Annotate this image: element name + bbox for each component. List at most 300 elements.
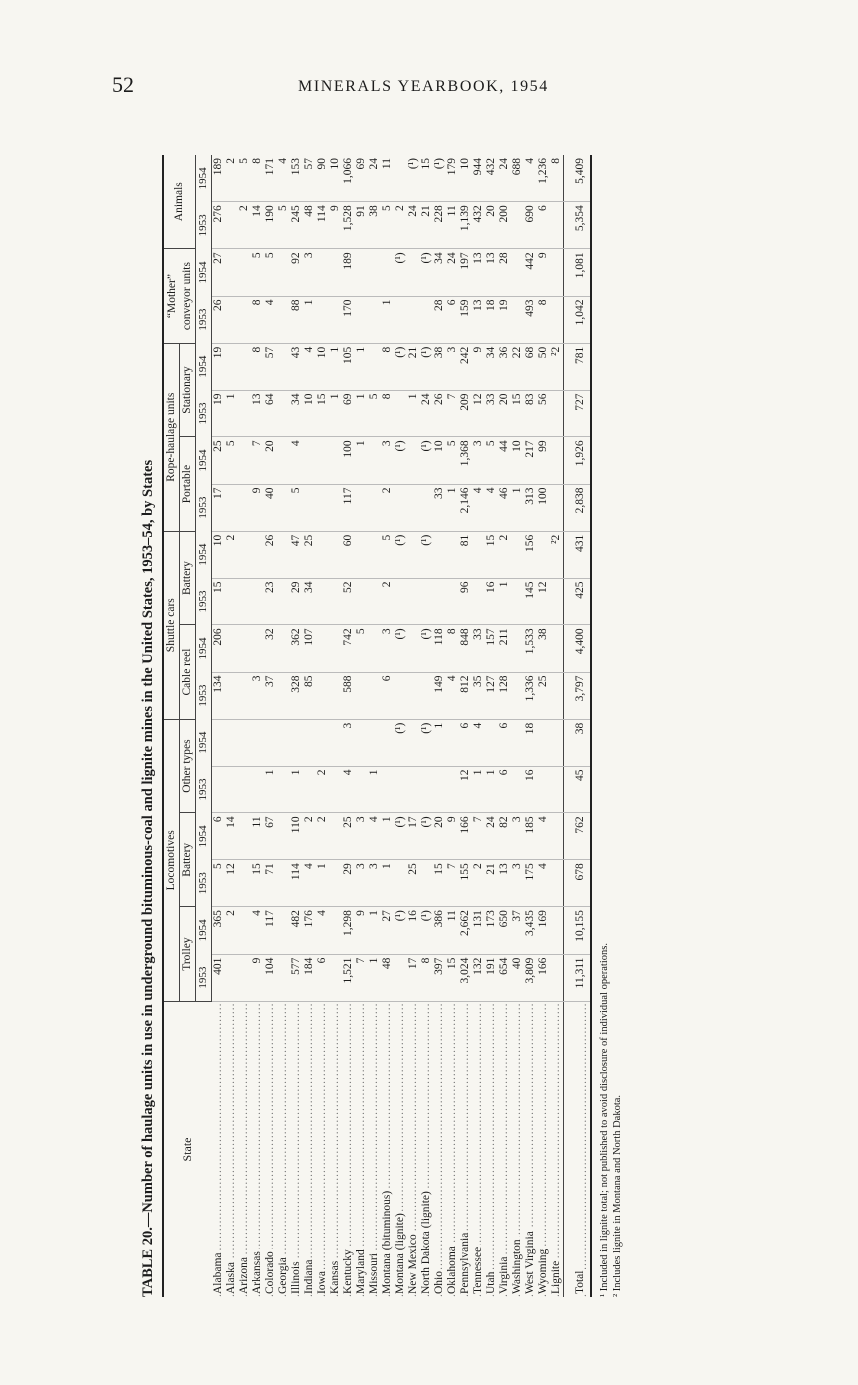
value-cell: 185 bbox=[524, 813, 537, 860]
value-cell: 1,042 bbox=[564, 296, 592, 343]
value-cell bbox=[511, 625, 524, 672]
value-cell: 13 bbox=[472, 296, 485, 343]
value-cell: 16 bbox=[407, 907, 420, 954]
value-cell: 1 bbox=[381, 296, 394, 343]
value-cell: 5 bbox=[368, 390, 381, 437]
value-cell: 21 bbox=[420, 202, 433, 249]
table-row bbox=[368, 155, 381, 1297]
value-cell bbox=[238, 860, 251, 907]
value-cell: 13 bbox=[498, 860, 511, 907]
value-cell: 493 bbox=[524, 296, 537, 343]
state-name: Wyoming bbox=[537, 1248, 549, 1294]
value-cell: 4 bbox=[485, 484, 498, 531]
value-cell: 6 bbox=[498, 719, 511, 766]
value-cell bbox=[420, 296, 433, 343]
value-cell: 171 bbox=[264, 155, 277, 202]
table-row bbox=[524, 155, 537, 1297]
value-cell: 5 bbox=[238, 155, 251, 202]
value-cell: 19 bbox=[212, 390, 226, 437]
value-cell bbox=[238, 625, 251, 672]
value-cell: 7 bbox=[251, 437, 264, 484]
year-header: 1954 bbox=[196, 719, 212, 766]
value-cell: 2,838 bbox=[564, 484, 592, 531]
state-cell bbox=[511, 1002, 524, 1297]
value-cell bbox=[225, 343, 238, 390]
value-cell: 211 bbox=[498, 625, 511, 672]
value-cell: 8 bbox=[550, 155, 564, 202]
value-cell: 11 bbox=[446, 202, 459, 249]
value-cell: 13 bbox=[251, 390, 264, 437]
value-cell: 134 bbox=[212, 672, 226, 719]
year-header: 1953 bbox=[196, 860, 212, 907]
value-cell: 24 bbox=[368, 155, 381, 202]
value-cell: 5 bbox=[485, 437, 498, 484]
value-cell: 9 bbox=[446, 813, 459, 860]
table-row bbox=[394, 155, 407, 1297]
value-cell: 33 bbox=[433, 484, 446, 531]
value-cell: 15 bbox=[420, 155, 433, 202]
value-cell bbox=[368, 719, 381, 766]
state-cell bbox=[498, 1002, 511, 1297]
value-cell: 1 bbox=[485, 766, 498, 813]
value-cell: 4 bbox=[537, 860, 550, 907]
footnote-1: ¹ Included in lignite total; not published to avoid disclosure of individual operations. bbox=[599, 943, 610, 1297]
state-cell bbox=[459, 1002, 472, 1297]
value-cell bbox=[238, 531, 251, 578]
value-cell: 34 bbox=[290, 390, 303, 437]
value-cell: 37 bbox=[264, 672, 277, 719]
value-cell: 812 bbox=[459, 672, 472, 719]
state-cell bbox=[303, 1002, 316, 1297]
value-cell: 2 bbox=[225, 907, 238, 954]
table-row bbox=[511, 155, 524, 1297]
value-cell: 32 bbox=[264, 625, 277, 672]
value-cell: 7 bbox=[472, 813, 485, 860]
value-cell: 19 bbox=[498, 296, 511, 343]
value-cell bbox=[212, 766, 226, 813]
table-row bbox=[342, 155, 355, 1297]
value-cell: (¹) bbox=[420, 531, 433, 578]
value-cell bbox=[537, 766, 550, 813]
value-cell: 3 bbox=[342, 719, 355, 766]
stationary-header: Stationary bbox=[180, 343, 196, 437]
value-cell: 2,662 bbox=[459, 907, 472, 954]
value-cell: 1 bbox=[368, 954, 381, 1001]
value-cell: 9 bbox=[355, 907, 368, 954]
value-cell: 4 bbox=[472, 719, 485, 766]
state-cell bbox=[225, 1002, 238, 1297]
value-cell: 48 bbox=[381, 954, 394, 1001]
haulage-units-table bbox=[162, 155, 592, 1297]
locomotives-header: Locomotives bbox=[163, 719, 180, 1001]
value-cell: 1,368 bbox=[459, 437, 472, 484]
value-cell: 242 bbox=[459, 343, 472, 390]
value-cell bbox=[446, 531, 459, 578]
value-cell: 38 bbox=[433, 343, 446, 390]
value-cell bbox=[511, 766, 524, 813]
value-cell bbox=[407, 296, 420, 343]
value-cell: 45 bbox=[564, 766, 592, 813]
value-cell: 9 bbox=[251, 484, 264, 531]
value-cell: 38 bbox=[368, 202, 381, 249]
value-cell: 173 bbox=[485, 907, 498, 954]
value-cell: 1 bbox=[433, 719, 446, 766]
value-cell bbox=[394, 155, 407, 202]
table-row bbox=[433, 155, 446, 1297]
value-cell: 1 bbox=[407, 390, 420, 437]
value-cell bbox=[355, 484, 368, 531]
value-cell: 15 bbox=[446, 954, 459, 1001]
value-cell bbox=[225, 954, 238, 1001]
value-cell bbox=[277, 484, 290, 531]
value-cell: 1 bbox=[225, 390, 238, 437]
running-head: MINERALS YEARBOOK, 1954 bbox=[298, 78, 549, 95]
value-cell bbox=[407, 437, 420, 484]
value-cell bbox=[368, 249, 381, 296]
state-cell bbox=[264, 1002, 277, 1297]
state-name: Maryland bbox=[355, 1249, 367, 1294]
value-cell: 781 bbox=[564, 343, 592, 390]
value-cell: 38 bbox=[564, 719, 592, 766]
value-cell: 131 bbox=[472, 907, 485, 954]
value-cell: 401 bbox=[212, 954, 226, 1001]
value-cell bbox=[433, 766, 446, 813]
value-cell bbox=[550, 954, 564, 1001]
value-cell bbox=[329, 813, 342, 860]
value-cell: 5 bbox=[381, 202, 394, 249]
value-cell: (¹) bbox=[394, 719, 407, 766]
value-cell bbox=[238, 343, 251, 390]
value-cell: 10 bbox=[316, 343, 329, 390]
value-cell bbox=[329, 296, 342, 343]
value-cell: 1 bbox=[355, 437, 368, 484]
value-cell bbox=[485, 719, 498, 766]
value-cell bbox=[355, 766, 368, 813]
trolley-header: Trolley bbox=[181, 937, 193, 971]
value-cell bbox=[238, 296, 251, 343]
state-name: Missouri bbox=[368, 1253, 380, 1294]
state-cell bbox=[446, 1002, 459, 1297]
value-cell bbox=[329, 719, 342, 766]
rotated-table-block bbox=[140, 155, 740, 1385]
value-cell: 3,435 bbox=[524, 907, 537, 954]
value-cell bbox=[550, 249, 564, 296]
total-row bbox=[564, 155, 592, 1297]
value-cell: 4 bbox=[368, 813, 381, 860]
value-cell bbox=[407, 719, 420, 766]
value-cell: 69 bbox=[355, 155, 368, 202]
value-cell: 91 bbox=[355, 202, 368, 249]
value-cell: 28 bbox=[498, 249, 511, 296]
value-cell: 5 bbox=[290, 484, 303, 531]
value-cell: 3 bbox=[355, 860, 368, 907]
value-cell: 100 bbox=[537, 484, 550, 531]
value-cell: 19 bbox=[212, 343, 226, 390]
value-cell bbox=[550, 202, 564, 249]
value-cell: (¹) bbox=[420, 625, 433, 672]
value-cell bbox=[316, 296, 329, 343]
value-cell: (¹) bbox=[420, 813, 433, 860]
value-cell: 36 bbox=[498, 343, 511, 390]
state-cell bbox=[472, 1002, 485, 1297]
value-cell bbox=[225, 484, 238, 531]
value-cell: 24 bbox=[420, 390, 433, 437]
table-row bbox=[485, 155, 498, 1297]
value-cell: 50 bbox=[537, 343, 550, 390]
value-cell bbox=[407, 766, 420, 813]
value-cell bbox=[381, 766, 394, 813]
value-cell: 3,024 bbox=[459, 954, 472, 1001]
table-row bbox=[238, 155, 251, 1297]
value-cell: 7 bbox=[355, 954, 368, 1001]
value-cell: 44 bbox=[498, 437, 511, 484]
locomotive-battery-header: Battery bbox=[180, 813, 196, 907]
value-cell: 1,236 bbox=[537, 155, 550, 202]
value-cell: 15 bbox=[485, 531, 498, 578]
state-cell bbox=[407, 1002, 420, 1297]
value-cell bbox=[394, 484, 407, 531]
value-cell: 5 bbox=[381, 531, 394, 578]
value-cell: 6 bbox=[537, 202, 550, 249]
state-cell bbox=[212, 1002, 226, 1297]
value-cell: 6 bbox=[212, 813, 226, 860]
value-cell: 588 bbox=[342, 672, 355, 719]
value-cell bbox=[277, 672, 290, 719]
value-cell: 654 bbox=[498, 954, 511, 1001]
value-cell bbox=[329, 531, 342, 578]
value-cell: (¹) bbox=[420, 249, 433, 296]
state-name: Arkansas bbox=[251, 1251, 263, 1294]
value-cell bbox=[407, 484, 420, 531]
value-cell: 128 bbox=[498, 672, 511, 719]
value-cell bbox=[394, 672, 407, 719]
value-cell: 96 bbox=[459, 578, 472, 625]
value-cell: 690 bbox=[524, 202, 537, 249]
value-cell: 12 bbox=[472, 390, 485, 437]
cable-reel-header: Cable reel bbox=[180, 625, 196, 719]
value-cell bbox=[368, 531, 381, 578]
value-cell: 33 bbox=[485, 390, 498, 437]
year-header: 1953 bbox=[196, 296, 212, 343]
value-cell bbox=[251, 719, 264, 766]
value-cell bbox=[238, 484, 251, 531]
value-cell bbox=[420, 860, 433, 907]
value-cell: 217 bbox=[524, 437, 537, 484]
state-name: Iowa bbox=[316, 1271, 328, 1294]
value-cell: 20 bbox=[485, 202, 498, 249]
value-cell: 15 bbox=[316, 390, 329, 437]
value-cell bbox=[550, 484, 564, 531]
state-cell bbox=[394, 1002, 407, 1297]
value-cell: 33 bbox=[472, 625, 485, 672]
value-cell: 11 bbox=[446, 907, 459, 954]
value-cell bbox=[316, 249, 329, 296]
value-cell: 110 bbox=[290, 813, 303, 860]
value-cell: 1 bbox=[290, 766, 303, 813]
value-cell: 132 bbox=[472, 954, 485, 1001]
value-cell: 577 bbox=[290, 954, 303, 1001]
value-cell: 25 bbox=[537, 672, 550, 719]
value-cell bbox=[238, 719, 251, 766]
value-cell bbox=[368, 343, 381, 390]
table-row bbox=[446, 155, 459, 1297]
value-cell bbox=[277, 249, 290, 296]
value-cell: 6 bbox=[316, 954, 329, 1001]
value-cell: 190 bbox=[264, 202, 277, 249]
value-cell bbox=[251, 766, 264, 813]
value-cell: 397 bbox=[433, 954, 446, 1001]
value-cell bbox=[277, 625, 290, 672]
value-cell bbox=[420, 672, 433, 719]
value-cell: 100 bbox=[342, 437, 355, 484]
value-cell bbox=[277, 954, 290, 1001]
value-cell: ²2 bbox=[550, 343, 564, 390]
value-cell: 10 bbox=[511, 437, 524, 484]
value-cell bbox=[407, 531, 420, 578]
value-cell: 159 bbox=[459, 296, 472, 343]
value-cell: 4 bbox=[277, 155, 290, 202]
value-cell bbox=[238, 766, 251, 813]
value-cell bbox=[212, 719, 226, 766]
value-cell: 3 bbox=[511, 860, 524, 907]
value-cell: 5 bbox=[212, 860, 226, 907]
value-cell bbox=[277, 296, 290, 343]
value-cell bbox=[329, 672, 342, 719]
value-cell: 944 bbox=[472, 155, 485, 202]
value-cell bbox=[537, 719, 550, 766]
value-cell: 57 bbox=[303, 155, 316, 202]
value-cell: 27 bbox=[212, 249, 226, 296]
value-cell: 114 bbox=[316, 202, 329, 249]
value-cell: 5,409 bbox=[564, 155, 592, 202]
value-cell: 2 bbox=[394, 202, 407, 249]
value-cell: 105 bbox=[342, 343, 355, 390]
value-cell: 9 bbox=[472, 343, 485, 390]
value-cell: 1,139 bbox=[459, 202, 472, 249]
value-cell: 28 bbox=[433, 296, 446, 343]
value-cell: 3 bbox=[511, 813, 524, 860]
value-cell: 10 bbox=[459, 155, 472, 202]
value-cell: 118 bbox=[433, 625, 446, 672]
value-cell bbox=[225, 296, 238, 343]
value-cell bbox=[303, 719, 316, 766]
table-row bbox=[472, 155, 485, 1297]
year-header: 1954 bbox=[196, 343, 212, 390]
year-header: 1954 bbox=[196, 813, 212, 860]
value-cell: 482 bbox=[290, 907, 303, 954]
value-cell bbox=[316, 437, 329, 484]
value-cell: 14 bbox=[251, 202, 264, 249]
value-cell bbox=[368, 625, 381, 672]
footnotes bbox=[598, 155, 624, 1297]
value-cell: (¹) bbox=[394, 813, 407, 860]
value-cell: 127 bbox=[485, 672, 498, 719]
value-cell bbox=[329, 907, 342, 954]
shuttle-battery-header: Battery bbox=[180, 531, 196, 625]
value-cell: 1,926 bbox=[564, 437, 592, 484]
value-cell bbox=[472, 578, 485, 625]
value-cell: (¹) bbox=[407, 155, 420, 202]
value-cell bbox=[277, 907, 290, 954]
value-cell: 5 bbox=[446, 437, 459, 484]
year-header: 1954 bbox=[196, 155, 212, 202]
value-cell: 209 bbox=[459, 390, 472, 437]
year-header: 1953 bbox=[196, 390, 212, 437]
value-cell: 71 bbox=[264, 860, 277, 907]
value-cell bbox=[329, 766, 342, 813]
year-header: 1954 bbox=[196, 437, 212, 484]
shuttle-cars-header: Shuttle cars bbox=[163, 531, 180, 719]
value-cell bbox=[550, 390, 564, 437]
value-cell: 153 bbox=[290, 155, 303, 202]
state-name: West Virginia bbox=[524, 1231, 536, 1294]
value-cell bbox=[277, 437, 290, 484]
value-cell bbox=[329, 249, 342, 296]
value-cell: 2 bbox=[381, 484, 394, 531]
value-cell: 7 bbox=[446, 390, 459, 437]
value-cell: 5 bbox=[355, 625, 368, 672]
value-cell: 35 bbox=[472, 672, 485, 719]
value-cell bbox=[550, 813, 564, 860]
value-cell: 24 bbox=[485, 813, 498, 860]
value-cell: 40 bbox=[511, 954, 524, 1001]
value-cell: 2 bbox=[381, 578, 394, 625]
value-cell bbox=[303, 437, 316, 484]
value-cell bbox=[355, 296, 368, 343]
value-cell: 10 bbox=[303, 390, 316, 437]
value-cell: 1 bbox=[498, 578, 511, 625]
value-cell bbox=[251, 531, 264, 578]
value-cell bbox=[329, 625, 342, 672]
value-cell: 170 bbox=[342, 296, 355, 343]
value-cell bbox=[316, 672, 329, 719]
state-name: Montana (lignite) bbox=[394, 1213, 406, 1294]
value-cell bbox=[238, 907, 251, 954]
value-cell: 13 bbox=[472, 249, 485, 296]
value-cell: 3 bbox=[303, 249, 316, 296]
value-cell: 145 bbox=[524, 578, 537, 625]
state-cell bbox=[277, 1002, 290, 1297]
value-cell bbox=[225, 202, 238, 249]
value-cell bbox=[446, 766, 459, 813]
value-cell bbox=[407, 249, 420, 296]
value-cell: 15 bbox=[212, 578, 226, 625]
value-cell: 48 bbox=[303, 202, 316, 249]
value-cell bbox=[329, 437, 342, 484]
value-cell: 1 bbox=[381, 813, 394, 860]
value-cell: 156 bbox=[524, 531, 537, 578]
value-cell bbox=[394, 390, 407, 437]
state-name: Pennsylvania bbox=[459, 1232, 471, 1294]
value-cell: 12 bbox=[459, 766, 472, 813]
value-cell bbox=[316, 578, 329, 625]
value-cell: (¹) bbox=[394, 249, 407, 296]
value-cell bbox=[394, 766, 407, 813]
value-cell: 67 bbox=[264, 813, 277, 860]
state-cell bbox=[564, 1002, 592, 1297]
state-name: Kansas bbox=[329, 1260, 341, 1294]
value-cell bbox=[511, 531, 524, 578]
value-cell: 3 bbox=[251, 672, 264, 719]
other-types-header: Other types bbox=[180, 719, 196, 813]
value-cell: 38 bbox=[537, 625, 550, 672]
state-cell bbox=[316, 1002, 329, 1297]
value-cell: 313 bbox=[524, 484, 537, 531]
value-cell: 1,521 bbox=[342, 954, 355, 1001]
value-cell: 9 bbox=[537, 249, 550, 296]
value-cell: 431 bbox=[564, 531, 592, 578]
value-cell: 688 bbox=[511, 155, 524, 202]
